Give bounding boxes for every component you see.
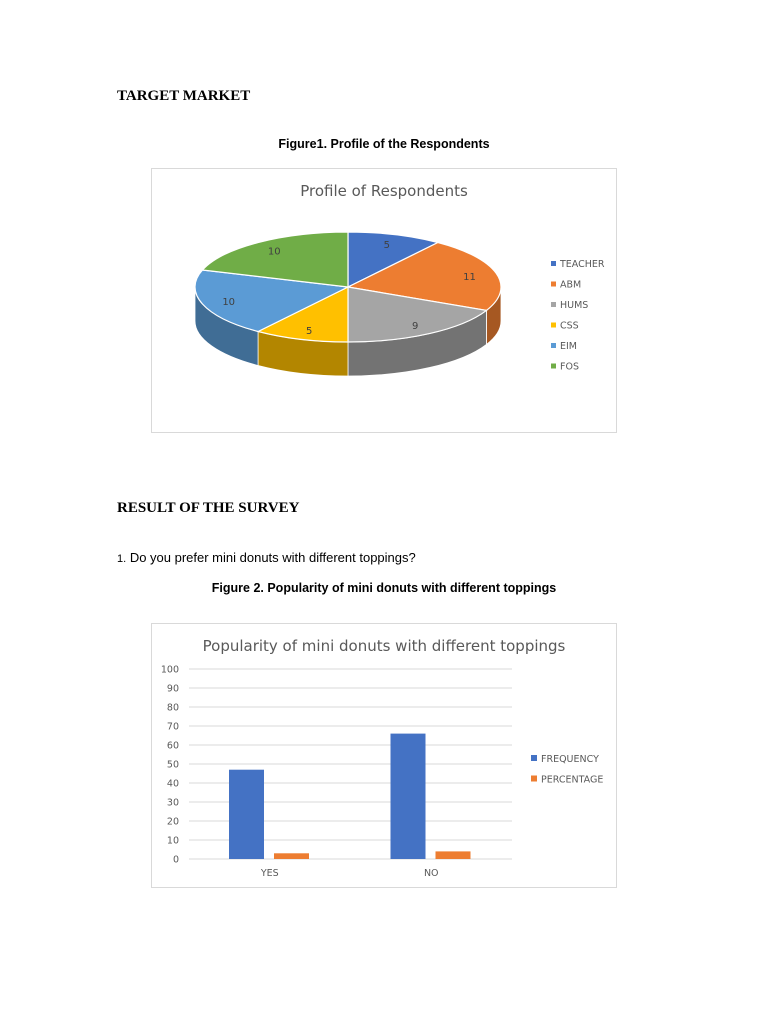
- y-tick-label: 10: [166, 835, 179, 847]
- target-market-heading: TARGET MARKET: [117, 88, 251, 104]
- bar-x-labels: [260, 868, 439, 879]
- y-tick-label: 40: [166, 778, 179, 790]
- bar-chart-title: Popularity of mini donuts with different toppings: [202, 637, 566, 655]
- pie-chart-container: [151, 168, 617, 433]
- legend-label-eim: EIM: [560, 341, 578, 352]
- result-survey-heading: RESULT OF THE SURVEY: [117, 500, 300, 516]
- y-tick-label: 20: [166, 816, 179, 828]
- question-number: 1.: [117, 553, 127, 565]
- legend-marker-frequency: [531, 755, 537, 761]
- y-tick-label: 60: [166, 740, 179, 752]
- question-text: Do you prefer mini donuts with different toppings?: [129, 550, 416, 565]
- pie-data-label: 9: [412, 321, 419, 333]
- legend-marker-fos: [551, 364, 556, 369]
- bar-no-frequency[interactable]: [391, 734, 426, 859]
- bar-chart: [152, 624, 616, 887]
- legend-label-fos: FOS: [560, 361, 579, 373]
- pie-data-label: 5: [383, 240, 390, 252]
- legend-marker-eim: [551, 343, 556, 348]
- y-tick-label: 90: [166, 683, 179, 695]
- bar-yes-frequency[interactable]: [229, 770, 264, 859]
- legend-label-frequency: FREQUENCY: [541, 754, 599, 765]
- pie-legend: [551, 259, 605, 373]
- legend-marker-css: [551, 323, 556, 328]
- pie-data-label: 11: [463, 271, 476, 283]
- x-tick-label: NO: [423, 868, 439, 879]
- pie-data-label: 10: [222, 296, 236, 308]
- y-tick-label: 50: [166, 759, 179, 771]
- bar-y-ticks: [161, 665, 179, 866]
- pie-data-label: 5: [306, 325, 313, 337]
- question-1: [117, 550, 416, 565]
- legend-label-css: CSS: [560, 320, 579, 332]
- legend-label-hums: HUMS: [560, 300, 589, 311]
- pie-chart: [152, 169, 616, 432]
- legend-marker-percentage: [531, 776, 537, 782]
- y-tick-label: 80: [166, 702, 179, 714]
- y-tick-label: 100: [160, 664, 179, 676]
- legend-marker-abm: [551, 282, 556, 287]
- legend-marker-teacher: [551, 261, 556, 266]
- pie-slices: [195, 232, 501, 342]
- pie-chart-title: Profile of Respondents: [300, 182, 468, 200]
- legend-marker-hums: [551, 302, 556, 307]
- y-tick-label: 0: [172, 854, 179, 866]
- legend-label-percentage: PERCENTAGE: [541, 774, 604, 786]
- figure1-caption: Figure1. Profile of the Respondents: [278, 137, 490, 151]
- y-tick-label: 70: [166, 721, 179, 733]
- pie-data-label: 10: [267, 246, 281, 258]
- bar-legend: [531, 754, 603, 786]
- figure2-caption: Figure 2. Popularity of mini donuts with different toppings: [211, 581, 557, 595]
- legend-label-abm: ABM: [560, 279, 582, 291]
- x-tick-label: YES: [260, 868, 279, 879]
- bar-no-percentage[interactable]: [436, 851, 471, 859]
- bar-chart-container: [151, 623, 617, 888]
- legend-label-teacher: TEACHER: [560, 259, 605, 270]
- bar-yes-percentage[interactable]: [274, 853, 309, 859]
- y-tick-label: 30: [166, 797, 179, 809]
